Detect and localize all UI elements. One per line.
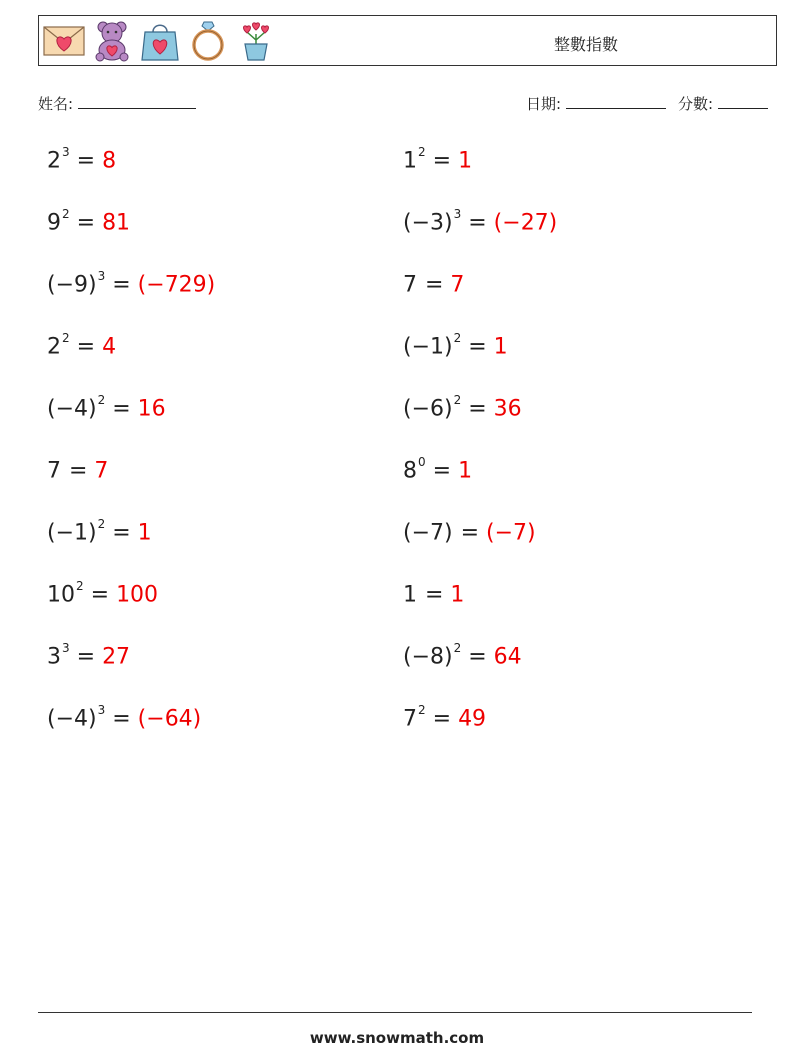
problem-item: $10^2 = 100$ [47,579,159,608]
footer-url[interactable]: www.snowmath.com [309,1029,485,1047]
problem-base: 1 [403,148,417,174]
problem-item: $9^2 = 81$ [47,207,131,236]
problem-item: $2^3 = 8$ [47,145,117,174]
problem-item: $(-4)^2 = 16$ [47,393,166,422]
problem-base: 7 [47,458,61,484]
problem-base: (−4) [47,706,97,732]
problem-base: (−1) [403,334,453,360]
problem-exponent: 2 [453,641,462,655]
problem-exponent: 2 [453,393,462,407]
problem-answer: 27 [102,644,131,670]
problem-base: 9 [47,210,61,236]
date-blank[interactable] [566,94,666,109]
problem-exponent: 2 [418,145,426,159]
problem-exponent: 3 [62,641,70,655]
problem-item: $(-4)^3 = (-64)$ [47,703,202,732]
problem-exponent: 3 [97,269,106,283]
problem-base: (−7) [403,520,453,546]
problem-item: $(-1)^2 = 1$ [47,517,152,546]
date-field [526,93,666,114]
problem-answer: 1 [137,520,152,546]
name-field [38,93,196,114]
problem-base: (−6) [403,396,453,422]
problem-answer: 7 [450,272,465,298]
problem-exponent: 3 [97,703,106,717]
score-field [678,93,768,114]
date-label: 日期: [526,95,562,113]
problem-answer: 8 [102,148,117,174]
problem-answer: 1 [493,334,508,360]
footer-divider [38,1012,752,1013]
problem-item: 7 = 7 [403,272,465,298]
problem-base: 2 [47,148,61,174]
teddy-bear-icon [91,20,133,62]
score-label: 分數: [678,95,714,113]
problem-answer: (−729) [137,272,216,298]
flower-pot-icon [235,20,277,62]
problem-base: (−9) [47,272,97,298]
problem-base: 7 [403,272,417,298]
problem-item: 1 = 1 [403,582,465,608]
problem-answer: 1 [458,458,473,484]
problem-answer: 100 [116,582,159,608]
problem-answer: (−7) [486,520,536,546]
problem-exponent: 3 [453,207,462,221]
problem-base: (−3) [403,210,453,236]
problem-answer: 64 [493,644,522,670]
problem-base: 1 [403,582,417,608]
problem-exponent: 2 [97,393,106,407]
problem-item: $3^3 = 27$ [47,641,131,670]
gift-bag-icon [139,20,181,62]
problem-exponent: 2 [62,207,70,221]
problem-exponent: 2 [62,331,70,345]
worksheet-title: 整數指數 [554,35,619,54]
problem-item: $8^0 = 1$ [403,455,473,484]
problem-item: $(-1)^2 = 1$ [403,331,508,360]
problem-exponent: 2 [97,517,106,531]
problem-item: $(-3)^3 = (-27)$ [403,207,558,236]
problem-base: (−8) [403,644,453,670]
problem-item: $2^2 = 4$ [47,331,117,360]
problem-answer: (−64) [137,706,202,732]
problem-base: 10 [47,582,75,608]
problem-item: $(-9)^3 = (-729)$ [47,269,216,298]
problem-answer: 7 [94,458,109,484]
problem-item: $7^2 = 49$ [403,703,487,732]
problem-item: (−7) = (−7) [403,520,536,546]
envelope-heart-icon [43,20,85,62]
problem-exponent: 2 [76,579,84,593]
score-blank[interactable] [718,94,768,109]
problem-base: (−1) [47,520,97,546]
problem-base: 7 [403,706,417,732]
ring-icon [187,20,229,62]
name-blank[interactable] [78,94,196,109]
problem-exponent: 2 [453,331,462,345]
header-box [38,15,777,66]
problem-answer: 4 [102,334,117,360]
problem-base: 3 [47,644,61,670]
icon-strip [43,20,277,62]
problem-answer: 1 [458,148,473,174]
problem-exponent: 3 [62,145,70,159]
name-label: 姓名: [38,95,74,113]
problem-answer: 36 [493,396,522,422]
problem-exponent: 0 [418,455,426,469]
problem-answer: 81 [102,210,131,236]
problem-base: 2 [47,334,61,360]
problem-item: $1^2 = 1$ [403,145,473,174]
problem-exponent: 2 [418,703,426,717]
problem-answer: (−27) [493,210,558,236]
problem-item: 7 = 7 [47,458,109,484]
problem-answer: 1 [450,582,465,608]
problem-answer: 49 [458,706,487,732]
problem-answer: 16 [137,396,166,422]
problem-item: $(-8)^2 = 64$ [403,641,522,670]
problem-base: (−4) [47,396,97,422]
problem-item: $(-6)^2 = 36$ [403,393,522,422]
problem-base: 8 [403,458,417,484]
